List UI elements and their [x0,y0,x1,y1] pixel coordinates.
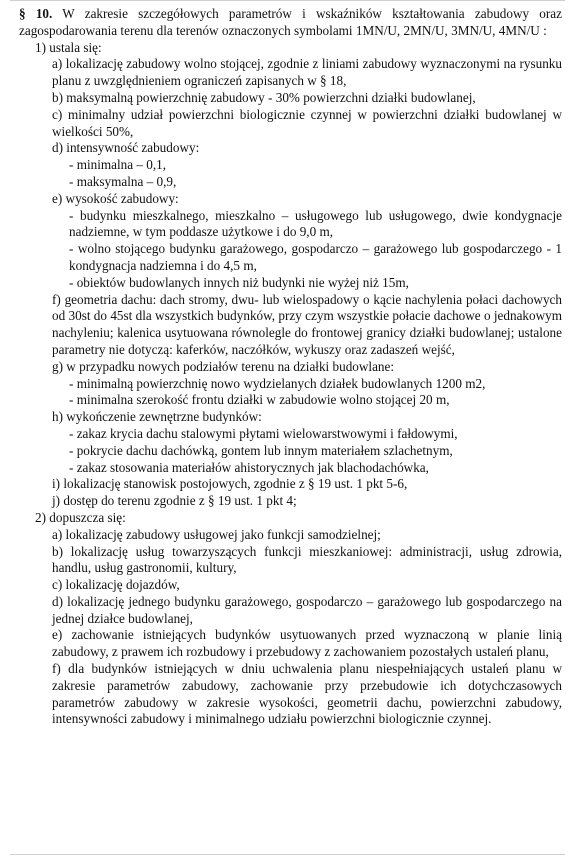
part1-heading: 1) ustala się: [35,39,102,55]
part1-item-e-sub-2: - wolno stojącego budynku garażowego, gospodarczo – garażowego lub gospodarczego - 1 kondygnacja nadziemna i do 4,5 m, [69,241,562,273]
part1-item-g-sub-2: - minimalna szerokość frontu działki w zabudowie wolno stojącej 20 m, [69,392,450,408]
section-intro [19,6,562,40]
part1-item-h-sub-1: - zakaz krycia dachu stalowymi płytami wielowarstwowymi i fałdowymi, [69,425,458,441]
part1-item-h-sub-3: - zakaz stosowania materiałów ahistorycznych jak blachodachówka, [69,459,429,475]
part2-item-c: c) lokalizację dojazdów, [52,577,180,593]
part2-item-d: d) lokalizację jednego budynku garażowego, gospodarczo – garażowego lub gospodarczego na jednej działce budowlanej, [52,593,562,626]
part2-heading: 2) dopuszcza się: [35,509,126,525]
part1-item-e-sub-3: - obiektów budowlanych innych niż budynki nie wyżej niż 15m, [69,274,409,290]
part1-item-a: a) lokalizację zabudowy wolno stojącej, zgodnie z liniami zabudowy wyznaczonymi na rysunku planu z uwzględnieniem ograniczeń zapisanych w § 18, [52,56,562,89]
part1-item-b: b) maksymalną powierzchnię zabudowy - 30% powierzchni działki budowlanej, [52,89,476,105]
part2-item-a: a) lokalizację zabudowy usługowej jako funkcji samodzielnej; [52,526,381,542]
section-intro-text: W zakresie szczegółowych parametrów i wskaźników kształtowania zabudowy oraz zagospodarowania terenu dla terenów oznaczonych symbolami 1MN/U, 2MN/U, 3MN/U, 4MN/U : [19,6,563,38]
bottom-border [10,854,565,855]
part1-item-g-label: g) w przypadku nowych podziałów terenu na działki budowlane: [52,358,395,374]
part1-item-c: c) minimalny udział powierzchni biologicznie czynnej w powierzchni działki budowlanej w wielkości 50%, [52,106,562,139]
part1-item-h-sub-2: - pokrycie dachu dachówką, gontem lub innym materiałem szlachetnym, [69,442,453,458]
part1-item-d-sub-1: - minimalna – 0,1, [69,157,167,173]
part1-item-d-sub-2: - maksymalna – 0,9, [69,173,177,189]
part1-item-e-sub-1: - budynku mieszkalnego, mieszkalno – usługowego lub usługowego, dwie kondygnacje nadziemne, w tym poddasze użytkowe i do 9,0 m, [69,207,562,240]
section-number: § 10. [19,6,53,21]
part1-item-e-label: e) wysokość zabudowy: [52,190,179,206]
top-border [10,0,565,1]
part1-item-h-label: h) wykończenie zewnętrzne budynków: [52,409,262,425]
part1-item-g-sub-1: - minimalną powierzchnię nowo wydzielanych działek budowlanych 1200 m2, [69,375,486,391]
part1-item-j: j) dostęp do terenu zgodnie z § 19 ust. 1 pkt 4; [52,493,297,509]
part2-item-e: e) zachowanie istniejących budynków usytuowanych przed wyznaczoną w planie linią zabudowy, z prawem ich rozbudowy i przebudowy z zachowaniem pozostałych ustaleń planu, [52,627,562,660]
part1-item-f: f) geometria dachu: dach stromy, dwu- lub wielospadowy o kącie nachylenia połaci dachowych od 30st do 45st dla wszystkich budynków, przy czym wszystkie połacie dachowe o jednakowym nachyleniu; kalenica usytuowana równolegle do frontowej granicy działki budowlanej; ustalone parametry nie dotyczą: kaferków, naczółków, wykuszy oraz zadaszeń wejść, [52,291,562,357]
part1-item-d-label: d) intensywność zabudowy: [52,140,200,156]
part1-item-i: i) lokalizację stanowisk postojowych, zgodnie z § 19 ust. 1 pkt 5-6, [52,476,408,492]
part2-item-b: b) lokalizację usług towarzyszących funkcji mieszkaniowej: administracji, usług zdrowia, handlu, usług gastronomii, kultury, [52,543,562,576]
part2-item-f: f) dla budynków istniejących w dniu uchwalenia planu niespełniających ustaleń planu w zakresie parametrów zabudowy, zachowanie przy przebudowie ich dotychczasowych parametrów zabudowy w zakresie wysokości, geometrii dachu, powierzchni zabudowy, intensywności zabudowy i minimalnego udziału powierzchni biologicznie czynnej. [52,661,562,727]
